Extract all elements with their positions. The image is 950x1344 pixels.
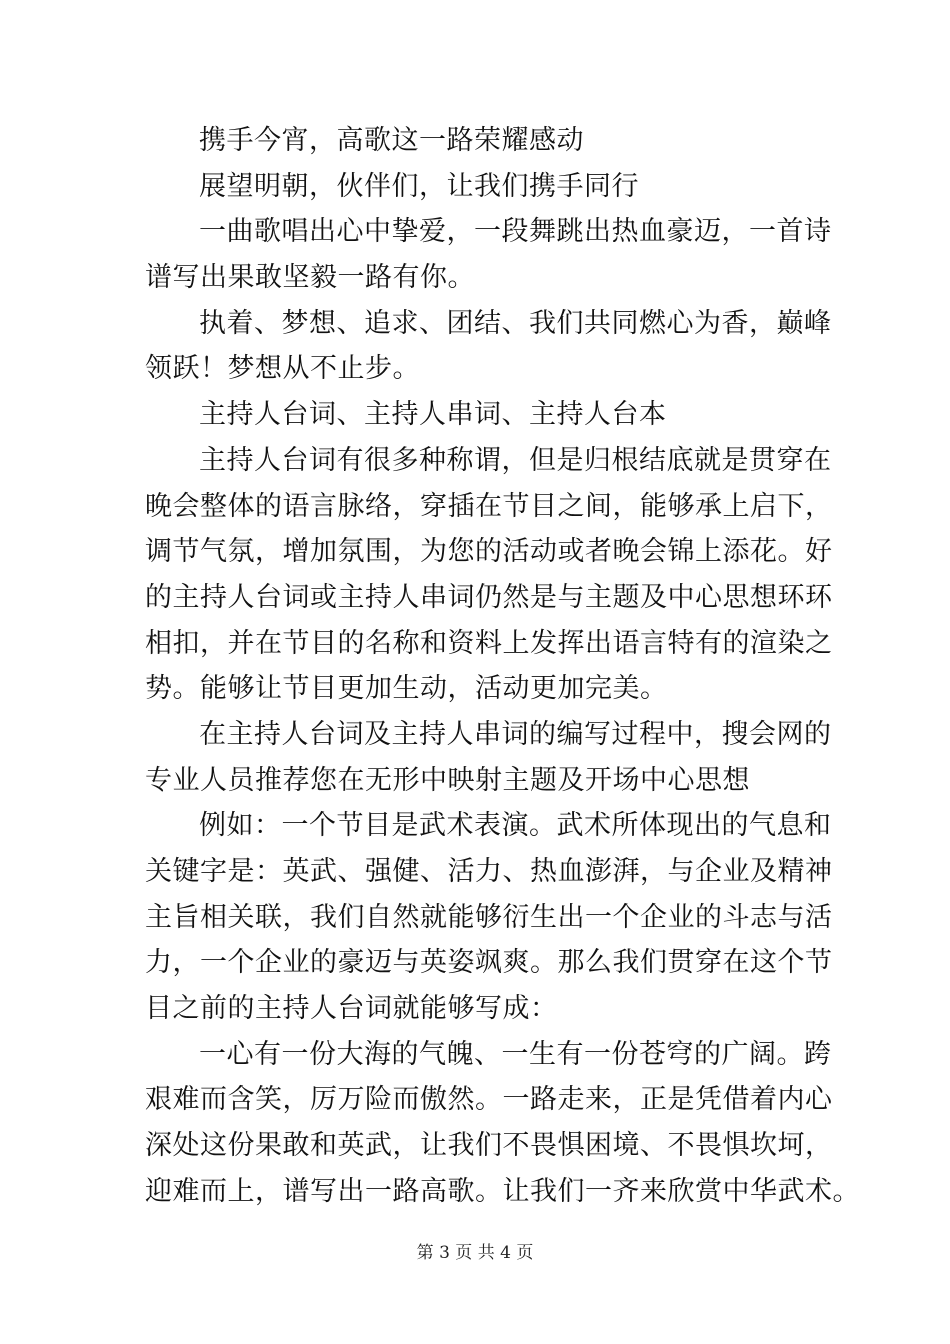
paragraph-line: 调节气氛，增加氛围，为您的活动或者晚会锦上添花。好 — [145, 536, 833, 568]
paragraph-line: 主旨相关联，我们自然就能够衍生出一个企业的斗志与活 — [145, 901, 833, 933]
paragraph-line: 目之前的主持人台词就能够写成： — [145, 993, 558, 1025]
paragraph-line: 势。能够让节目更加生动，活动更加完美。 — [145, 673, 668, 705]
section-heading: 主持人台词、主持人串词、主持人台本 — [199, 399, 667, 431]
page-number-footer: 第 3 页 共 4 页 — [416, 1243, 534, 1263]
paragraph-line: 一心有一份大海的气魄、一生有一份苍穹的广阔。跨 — [199, 1038, 832, 1070]
paragraph-line: 专业人员推荐您在无形中映射主题及开场中心思想 — [145, 764, 750, 796]
paragraph-line: 携手今宵，高歌这一路荣耀感动 — [199, 125, 584, 156]
paragraph-line: 迎难而上，谱写出一路高歌。让我们一齐来欣赏中华武术。 — [145, 1175, 860, 1207]
paragraph-line: 主持人台词有很多种称谓，但是归根结底就是贯穿在 — [199, 444, 832, 476]
paragraph-line: 艰难而含笑，厉万险而傲然。一路走来，正是凭借着内心 — [145, 1084, 833, 1116]
paragraph-line: 谱写出果敢坚毅一路有你。 — [145, 262, 475, 294]
paragraph-line: 展望明朝，伙伴们，让我们携手同行 — [199, 170, 639, 202]
document-body — [145, 118, 860, 1215]
paragraph-line: 深处这份果敢和英武，让我们不畏惧困境、不畏惧坎坷， — [145, 1130, 833, 1162]
paragraph-line: 例如：一个节目是武术表演。武术所体现出的气息和 — [199, 810, 832, 842]
paragraph-line: 领跃！梦想从不止步。 — [145, 353, 420, 385]
paragraph-line: 相扣，并在节目的名称和资料上发挥出语言特有的渲染之 — [145, 627, 833, 659]
paragraph-line: 力，一个企业的豪迈与英姿飒爽。那么我们贯穿在这个节 — [145, 947, 833, 979]
paragraph-line: 执着、梦想、追求、团结、我们共同燃心为香，巅峰 — [199, 307, 832, 339]
paragraph-line: 在主持人台词及主持人串词的编写过程中，搜会网的 — [199, 718, 832, 750]
paragraph-line: 关键字是：英武、强健、活力、热血澎湃，与企业及精神 — [145, 856, 833, 887]
paragraph-line: 的主持人台词或主持人串词仍然是与主题及中心思想环环 — [145, 581, 833, 613]
paragraph-line: 一曲歌唱出心中挚爱，一段舞跳出热血豪迈，一首诗 — [199, 216, 832, 248]
paragraph-line: 晚会整体的语言脉络，穿插在节目之间，能够承上启下， — [145, 490, 833, 522]
